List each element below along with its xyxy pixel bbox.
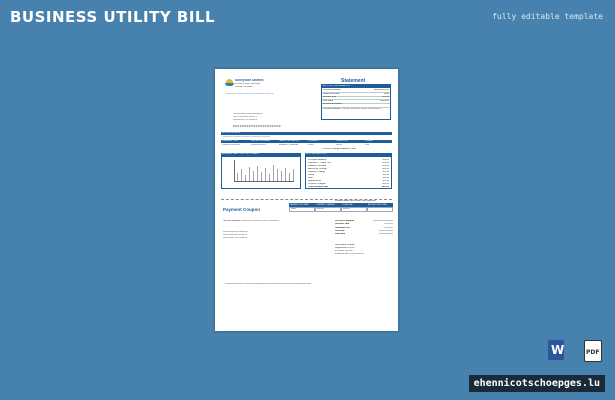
detach-note: Please detach and return with payment [335, 200, 377, 202]
activity-label: Previous Balance [308, 159, 327, 161]
chart-bar [277, 169, 278, 181]
chart-bar [265, 168, 266, 181]
scan-line: XXXXXXXXXX7XXXXXXXXXXXXXXXXXXXXXXXXXXXXXXXXXXXXXXX [225, 283, 312, 285]
coupon-right [335, 220, 393, 240]
activity-value: xxx.xx [382, 177, 389, 179]
info-value: xx/xx [383, 92, 389, 95]
info-value: xxxxxx-xxxxxx [373, 89, 389, 91]
usage-chart [221, 156, 301, 189]
coupon-right-label: Bill Date [335, 229, 345, 232]
activity-label: Fees [308, 177, 314, 179]
info-label: Amount Enclosed [323, 103, 342, 106]
info-label: Account Number [323, 89, 341, 91]
activity-box [305, 156, 392, 189]
info-value: xxx.xx [382, 96, 389, 99]
billing-cell: XXX [364, 143, 370, 146]
billing-column-header: USAGE [364, 140, 373, 142]
coupon-right-value: XX.XXX [384, 223, 393, 226]
chart-bar [285, 168, 286, 181]
billing-column-header: METER NUMBER [250, 140, 270, 142]
coupon-left-3: XXXXXXX, XX XXXXX [223, 237, 248, 239]
chart-bar [249, 167, 250, 181]
chart-bar [293, 169, 294, 181]
billing-details-header: BILLING DETAILS [221, 132, 392, 135]
company-address-2: xxxxxx, xx xxxxx [235, 86, 253, 88]
statement-title: Statement [341, 78, 366, 84]
remit-line-1: Sunnyside Utilities [335, 244, 355, 246]
company-logo-wave [225, 83, 234, 86]
coupon-right-label: Account Number [335, 220, 355, 222]
coupon-cell [367, 207, 393, 212]
activity-value: xxx.xx [382, 159, 389, 161]
coupon-right-value: XX/XX/XXXX [378, 233, 393, 236]
billing-column-header: CURRENT [307, 140, 320, 142]
info-label: Due Date [323, 99, 334, 102]
coupon-right-value: XXXXXX-XXXXXX [373, 220, 393, 222]
remit-line-3: PO BOX XXXXX [335, 250, 353, 252]
coupon-right-label: Due Date [335, 233, 346, 236]
billing-total-label: Current Charges Balance Total [323, 148, 356, 150]
activity-value: xxx.xx [382, 183, 389, 185]
billing-column-header: SERVICE PERIOD [279, 140, 300, 142]
bill-page [215, 69, 398, 331]
coupon-right-value: XX/XX/XXXX [378, 229, 393, 232]
coupon-column-header: TOTAL DUE [341, 203, 367, 207]
info-label: Amount Due [323, 96, 337, 99]
activity-label: Delivery Charge [308, 171, 326, 173]
account-info-header: ACCOUNT INFORMATION [322, 85, 390, 88]
activity-label: Payment - Thank You [308, 162, 331, 164]
coupon-right-label: Statement Dt [335, 226, 350, 229]
activity-label: Balance Forward [308, 165, 327, 167]
chart-bar [241, 169, 242, 181]
coupon-right-label: Amount Due [335, 223, 350, 226]
coupon-right-value: XX.XXX [384, 226, 393, 229]
activity-label: Current Charges [308, 183, 326, 185]
chart-bar [237, 173, 238, 181]
activity-value: xxx.xx [382, 180, 389, 182]
banner-title: BUSINESS UTILITY BILL [10, 8, 216, 26]
chart-bar [245, 175, 246, 181]
coupon-left-2: XXX XXXXXX XXXX X [223, 234, 248, 236]
service-address-label: Service Address: [323, 108, 341, 110]
coupon-column-header: CURRENT CHARGES [315, 203, 341, 207]
billing-row [221, 143, 392, 147]
coupon-value: xx/xx [291, 208, 297, 210]
chart-bar [281, 171, 282, 181]
remit-line-4: Phoenix, AZ XXXXX-XXXX [335, 253, 364, 255]
pdf-icon-label: PDF [586, 349, 600, 356]
activity-total-value: xxx.xx [381, 186, 389, 188]
account-info-box [321, 84, 391, 120]
activity-value: xxx.xx [382, 171, 389, 173]
chart-bar [269, 174, 270, 181]
activity-label: Electricity Charge [308, 168, 327, 170]
coupon-column-header: PAYMENT DUE DATE [289, 203, 315, 207]
barcode-text: #XXXXXXXXXXXXXXXXXXXX [233, 125, 281, 128]
activity-header: ACCOUNT ACTIVITY [305, 153, 392, 156]
activity-value: xxx.xx [382, 168, 389, 170]
activity-value: xxx.xx [382, 174, 389, 176]
info-value: xx/xx/xx [380, 99, 389, 102]
chart-bar [289, 173, 290, 181]
coupon-service-address: Service Address: XXXXXX XXXXXX XXXX XXXXXX [223, 220, 279, 222]
billing-cell: xx/xx/xx - xx/xx/xx [279, 143, 299, 146]
chart-bar [261, 172, 262, 181]
customer-line-2: XXX XXXXXX XXXX X [233, 116, 258, 118]
activity-label: Taxes [308, 174, 315, 176]
customer-line-3: XXXXXXX, XX XXXXX [233, 119, 258, 121]
billing-note: XXXXXX XXXXX XXXXX XXXXXXX XXXXX [223, 136, 271, 138]
activity-label: Adjustments [308, 180, 322, 182]
billing-cell: XXXX [336, 143, 343, 146]
activity-total-label: Total Amount Due [308, 186, 329, 188]
billing-column-header: DESCRIPTION [222, 140, 239, 142]
chart-bar [257, 166, 258, 181]
watermark: ehennicotschoepges.lu [469, 375, 605, 392]
pdf-file-icon[interactable] [584, 340, 602, 362]
coupon-title: Payment Coupon [223, 207, 261, 212]
coupon-left-1: XXXXXXXXX XXXXXX [223, 231, 248, 233]
usage-chart-plot [234, 160, 294, 182]
word-file-icon[interactable]: W [548, 340, 564, 360]
company-address-1: PO BOX xxxx, xxxx NE [235, 83, 260, 85]
chart-bar [273, 165, 274, 181]
coupon-value: xxx.xx [343, 208, 350, 210]
coupon-table [289, 203, 393, 213]
activity-value: xxx.xx [382, 162, 389, 164]
service-note: XXXXXX XXXXX XXXXX XXXXXXX XXXXX [226, 93, 274, 95]
activity-value: xxx.xx [382, 165, 389, 167]
coupon-column-header: AMOUNT ENCLOSED [367, 203, 393, 207]
billing-cell: XXXXXXXXXX [250, 143, 267, 146]
chart-header: AVERAGE DAILY ELECTRIC USAGE [221, 153, 301, 156]
banner-subtitle: fully editable template [492, 12, 603, 21]
billing-column-header: PREVIOUS [336, 140, 349, 142]
info-label: Statement Date [323, 92, 340, 95]
coupon-value: xxx.xx [317, 208, 324, 210]
company-name: Sunnyside Utilities [235, 79, 264, 82]
billing-cell: XXXXXX XXXXX [222, 143, 241, 146]
customer-line-1: XXXXXXXX XXXXXXXXX L [233, 113, 263, 115]
remit-line-2: Department XXXX [335, 247, 355, 249]
chart-bar [253, 171, 254, 182]
service-address-value: XXXXX XXXXXX XXXX XXXXXXXX [342, 108, 381, 110]
billing-cell: XXXX [307, 143, 314, 146]
